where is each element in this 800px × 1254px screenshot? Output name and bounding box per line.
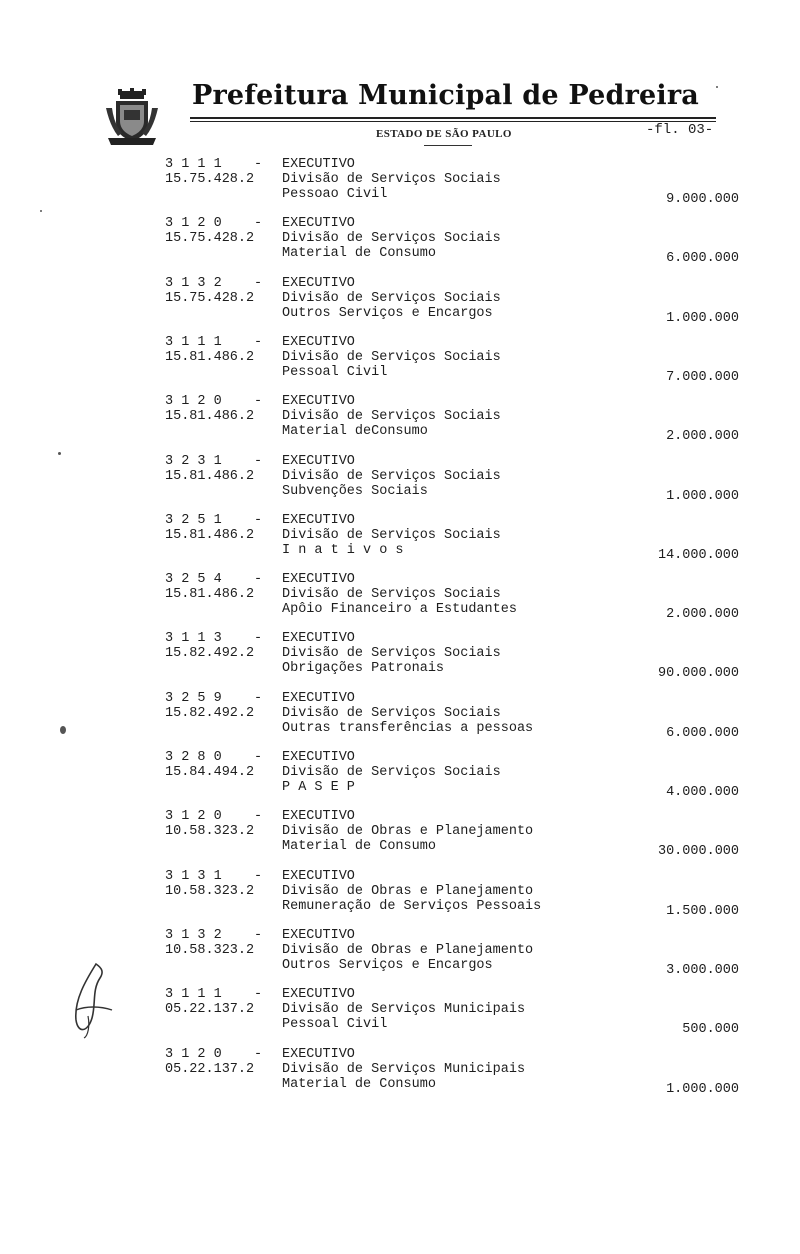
account-code: 3 1 1 1 [165,987,222,1003]
account-code: 3 1 3 2 [165,275,222,291]
unit-name: Divisão de Serviços Sociais [282,231,501,247]
separator-dash: - [254,750,263,765]
expense-description: Remuneração de Serviços Pessoais [282,898,542,914]
branch-label: EXECUTIVO [282,809,355,825]
separator-dash: - [254,216,263,232]
speck [60,726,66,734]
branch-label: EXECUTIVO [282,334,355,350]
functional-code: 15.81.486.2 [165,468,255,484]
page-folio: -fl. 03- [646,122,714,138]
expense-description: P A S E P [282,780,355,795]
unit-name: Divisão de Obras e Planejamento [282,824,534,840]
unit-name: Divisão de Serviços Sociais [282,527,501,543]
branch-label: EXECUTIVO [282,394,355,410]
separator-dash: - [254,631,263,647]
amount-value: 6.000.000 [666,725,739,741]
budget-entry [0,631,800,687]
budget-entry [0,276,800,332]
account-code: 3 2 5 9 [165,690,222,706]
amount-value: 1.000.000 [666,310,739,326]
separator-dash: - [254,334,263,350]
account-code: 3 1 3 2 [165,927,222,943]
branch-label: EXECUTIVO [282,987,355,1003]
functional-code: 15.81.486.2 [165,349,255,365]
expense-description: I n a t i v o s [282,542,404,558]
expense-description: Outros Serviços e Encargos [282,957,493,973]
amount-value: 2.000.000 [666,429,739,445]
budget-entry [0,394,800,450]
amount-value: 30.000.000 [657,844,739,860]
separator-dash: - [254,275,263,291]
expense-description: Pessoal Civil [282,364,388,380]
amount-value: 1.500.000 [666,903,739,919]
separator-dash: - [254,868,263,884]
amount-value: 7.000.000 [666,369,739,385]
functional-code: 10.58.323.2 [165,942,255,958]
functional-code: 10.58.323.2 [165,824,255,840]
functional-code: 15.75.428.2 [165,172,255,187]
account-code: 3 2 5 1 [165,512,222,528]
branch-label: EXECUTIVO [282,572,355,588]
account-code: 3 2 5 4 [165,572,222,588]
functional-code: 10.58.323.2 [165,883,255,899]
functional-code: 15.75.428.2 [165,290,255,306]
budget-entry [0,869,800,925]
subtitle-underline [424,145,472,146]
branch-label: EXECUTIVO [282,512,355,528]
page-title: Prefeitura Municipal de Pedreira [192,80,699,111]
account-code: 3 1 1 3 [165,631,222,647]
budget-entry [0,1047,800,1103]
unit-name: Divisão de Serviços Sociais [282,705,501,721]
speck [716,86,718,88]
functional-code: 05.22.137.2 [165,1002,255,1018]
account-code: 3 1 2 0 [165,809,222,825]
separator-dash: - [254,690,263,706]
expense-description: Material de Consumo [282,1076,436,1092]
functional-code: 15.75.428.2 [165,231,255,247]
budget-entry [0,572,800,628]
budget-entry [0,691,800,747]
branch-label: EXECUTIVO [282,690,355,706]
branch-label: EXECUTIVO [282,927,355,943]
functional-code: 15.81.486.2 [165,527,255,543]
budget-entry [0,157,800,213]
amount-value: 14.000.000 [657,547,739,563]
budget-entry [0,216,800,272]
separator-dash: - [254,809,263,825]
account-code: 3 2 3 1 [165,453,222,469]
unit-name: Divisão de Serviços Sociais [282,765,501,780]
speck [40,210,42,212]
budget-entry [0,928,800,984]
expense-description: Pessoal Civil [282,1017,388,1033]
account-code: 3 1 1 1 [165,157,222,172]
municipal-crest-icon [104,88,160,146]
unit-name: Divisão de Serviços Sociais [282,349,501,365]
separator-dash: - [254,572,263,588]
branch-label: EXECUTIVO [282,1046,355,1062]
account-code: 3 1 1 1 [165,334,222,350]
account-code: 3 1 2 0 [165,216,222,232]
state-subtitle: ESTADO DE SÃO PAULO [376,128,512,140]
account-code: 3 1 2 0 [165,1046,222,1062]
separator-dash: - [254,453,263,469]
separator-dash: - [254,512,263,528]
branch-label: EXECUTIVO [282,631,355,647]
amount-value: 3.000.000 [666,962,739,978]
budget-entry [0,987,800,1043]
branch-label: EXECUTIVO [282,157,355,172]
expense-description: Outros Serviços e Encargos [282,305,493,321]
separator-dash: - [254,394,263,410]
branch-label: EXECUTIVO [282,216,355,232]
title-underline [190,117,716,119]
unit-name: Divisão de Serviços Sociais [282,646,501,662]
amount-value: 6.000.000 [666,251,739,267]
account-code: 3 2 8 0 [165,750,222,765]
expense-description: Obrigações Patronais [282,661,445,677]
unit-name: Divisão de Obras e Planejamento [282,883,534,899]
expense-description: Material deConsumo [282,424,428,440]
account-code: 3 1 3 1 [165,868,222,884]
title-underline-thin [190,121,716,122]
functional-code: 15.81.486.2 [165,587,255,603]
handwritten-initials [66,960,116,1040]
amount-value: 90.000.000 [657,666,739,682]
unit-name: Divisão de Serviços Municipais [282,1061,526,1077]
branch-label: EXECUTIVO [282,453,355,469]
unit-name: Divisão de Serviços Sociais [282,409,501,425]
unit-name: Divisão de Obras e Planejamento [282,942,534,958]
budget-entry [0,809,800,865]
budget-entry [0,335,800,391]
budget-entry [0,454,800,510]
separator-dash: - [254,157,263,172]
expense-description: Apôio Financeiro a Estudantes [282,602,517,618]
expense-description: Subvenções Sociais [282,483,428,499]
branch-label: EXECUTIVO [282,750,355,765]
amount-value: 2.000.000 [666,607,739,623]
branch-label: EXECUTIVO [282,868,355,884]
unit-name: Divisão de Serviços Sociais [282,290,501,306]
amount-value: 1.000.000 [666,1081,739,1097]
account-code: 3 1 2 0 [165,394,222,410]
unit-name: Divisão de Serviços Sociais [282,172,501,187]
separator-dash: - [254,1046,263,1062]
separator-dash: - [254,987,263,1003]
expense-description: Outras transferências a pessoas [282,720,534,736]
functional-code: 15.81.486.2 [165,409,255,425]
unit-name: Divisão de Serviços Sociais [282,468,501,484]
amount-value: 4.000.000 [666,785,739,800]
expense-description: Pessoao Civil [282,187,388,202]
functional-code: 15.82.492.2 [165,705,255,721]
budget-entry [0,750,800,806]
branch-label: EXECUTIVO [282,275,355,291]
unit-name: Divisão de Serviços Sociais [282,587,501,603]
expense-description: Material de Consumo [282,839,436,855]
unit-name: Divisão de Serviços Municipais [282,1002,526,1018]
amount-value: 500.000 [682,1022,739,1038]
speck [58,452,61,455]
amount-value: 1.000.000 [666,488,739,504]
functional-code: 15.82.492.2 [165,646,255,662]
budget-entry [0,513,800,569]
amount-value: 9.000.000 [666,192,739,207]
functional-code: 05.22.137.2 [165,1061,255,1077]
functional-code: 15.84.494.2 [165,765,255,780]
expense-description: Material de Consumo [282,246,436,262]
separator-dash: - [254,927,263,943]
